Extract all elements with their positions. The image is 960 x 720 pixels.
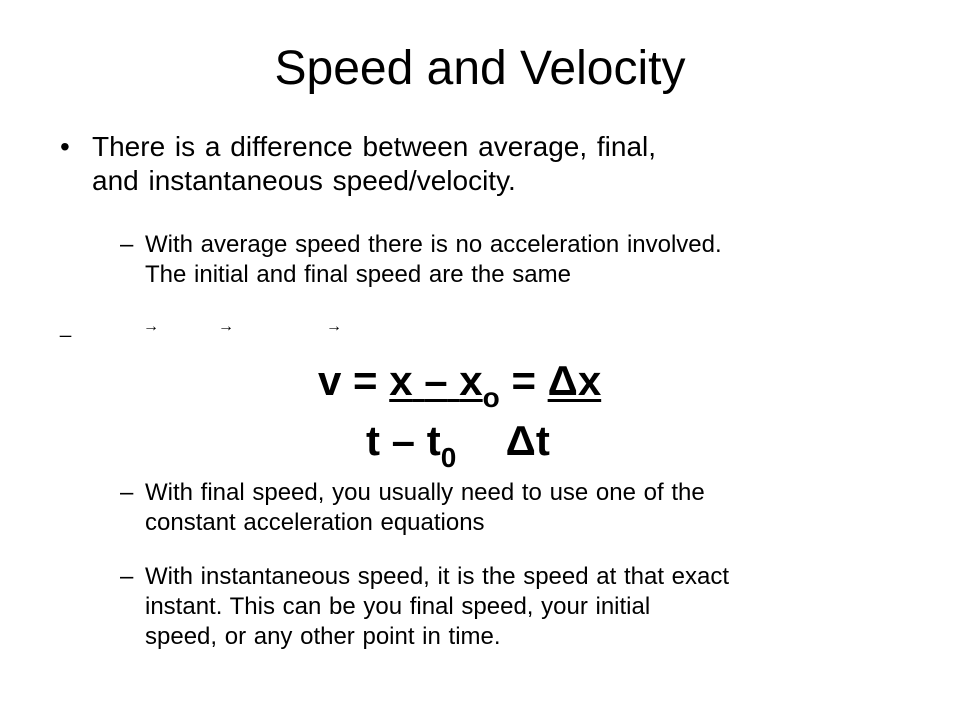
arrow-icon-1: → <box>143 318 159 335</box>
sub-bullet-instantaneous-line-2: instant. This can be you final speed, your initial <box>145 593 651 620</box>
formula-numerator <box>318 356 602 413</box>
sub-bullet-average-line-2: The initial and final speed are the same <box>145 261 571 288</box>
sub-bullet-marker-3: – <box>120 563 134 590</box>
sub-bullet-marker-2: – <box>120 479 134 506</box>
sub-bullet-final <box>145 478 925 538</box>
sub-bullet-average-line-1: With average speed there is no acceleration involved. <box>145 231 722 258</box>
sub-bullet-instantaneous-line-3: speed, or any other point in time. <box>145 623 501 650</box>
formula-numerator-expression <box>389 357 500 413</box>
formula-x: x <box>389 357 413 404</box>
formula-t0-base: t <box>426 417 441 464</box>
formula-t0-subscript: 0 <box>440 442 457 473</box>
formula-t0 <box>426 417 457 473</box>
formula-xo: x <box>459 357 483 404</box>
formula-equals-2: = <box>511 357 536 404</box>
formula-delta-t: Δt <box>505 417 550 464</box>
main-bullet-line-1: There is a difference between average, final, <box>92 131 657 162</box>
formula-xo-subscript: o <box>482 382 500 413</box>
arrow-icon-3: → <box>326 318 342 335</box>
underscore-mark: _ <box>60 316 72 338</box>
formula-delta-x: Δx <box>547 357 602 404</box>
formula-minus: – <box>424 357 448 404</box>
formula-minus-2: – <box>391 417 416 464</box>
bullet-marker: • <box>60 131 70 162</box>
sub-bullet-marker-1: – <box>120 231 134 258</box>
formula-v: v <box>318 357 342 404</box>
main-bullet-line-2: and instantaneous speed/velocity. <box>92 165 516 196</box>
vector-arrow-row <box>0 318 960 342</box>
formula-equals-1: = <box>353 357 378 404</box>
formula-t: t <box>366 417 380 464</box>
arrow-icon-2: → <box>218 318 234 335</box>
sub-bullet-instantaneous-line-1: With instantaneous speed, it is the speed at that exact <box>145 563 730 590</box>
formula-denominator <box>366 416 550 473</box>
main-bullet-text <box>92 130 912 198</box>
sub-bullet-final-line-2: constant acceleration equations <box>145 509 485 536</box>
sub-bullet-instantaneous <box>145 562 925 652</box>
slide-title: Speed and Velocity <box>274 42 686 95</box>
sub-bullet-final-line-1: With final speed, you usually need to use one of the <box>145 479 705 506</box>
sub-bullet-average <box>145 230 925 290</box>
